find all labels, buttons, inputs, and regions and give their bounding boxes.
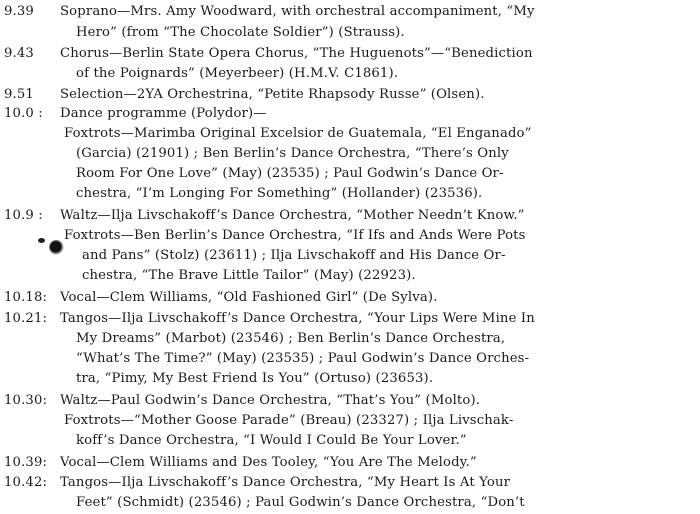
programme-line (0, 85, 700, 105)
programme-line (0, 23, 700, 43)
entry-text: Tangos—Ilja Livschakoff’s Dance Orchestra, “Your Lips Were Mine In (60, 311, 535, 326)
programme-line (0, 64, 700, 84)
programme-line (0, 144, 700, 164)
time-stamp: 10.9 : (4, 208, 43, 223)
time-stamp: 10.39: (4, 455, 48, 470)
programme-line (0, 2, 700, 22)
entry-text: chestra, “I’m Longing For Something” (Hollander) (23536). (76, 186, 483, 201)
programme-line (0, 431, 700, 451)
entry-text: (Garcia) (21901) ; Ben Berlin’s Dance Orchestra, “There’s Only (76, 146, 509, 161)
entry-text: Waltz—Ilja Livschakoff’s Dance Orchestra, “Mother Needn’t Know.” (60, 208, 525, 223)
entry-text: Tangos—Ilja Livschakoff’s Dance Orchestra, “My Heart Is At Your (60, 475, 511, 490)
programme-line (0, 164, 700, 184)
programme-line (0, 391, 700, 411)
time-stamp: 10.30: (4, 393, 48, 408)
programme-line (0, 104, 700, 124)
entry-text: Chorus—Berlin State Opera Chorus, “The Huguenots”—“Benediction (60, 46, 533, 61)
entry-text: and Pans” (Stolz) (23611) ; Ilja Livschakoff and His Dance Or- (82, 248, 506, 263)
programme-line (0, 411, 700, 431)
entry-text: Waltz—Paul Godwin’s Dance Orchestra, “That’s You” (Molto). (60, 393, 481, 408)
ink-blot (49, 240, 64, 255)
programme-line (0, 349, 700, 369)
programme-line (0, 226, 700, 246)
programme-line (0, 44, 700, 64)
entry-text: Foxtrots—Marimba Original Excelsior de Guatemala, “El Enganado” (64, 126, 532, 141)
time-stamp: 9.39 (4, 4, 34, 19)
programme-line (0, 288, 700, 308)
time-stamp: 10.0 : (4, 106, 43, 121)
entry-text: Selection—2YA Orchestrina, “Petite Rhapsody Russe” (Olsen). (60, 87, 485, 102)
entry-text: “What’s The Time?” (May) (23535) ; Paul Godwin’s Dance Orches- (76, 351, 530, 366)
programme-line (0, 473, 700, 493)
entry-text: koff’s Dance Orchestra, “I Would I Could Be Your Lover.” (76, 433, 467, 448)
entry-text: Foxtrots—Ben Berlin’s Dance Orchestra, “If Ifs and Ands Were Pots (64, 228, 526, 243)
ink-speck (38, 238, 45, 243)
entry-text: My Dreams” (Marbot) (23546) ; Ben Berlin’s Dance Orchestra, (76, 331, 506, 346)
programme-line (0, 493, 700, 513)
entry-text: Foxtrots—“Mother Goose Parade” (Breau) (23327) ; Ilja Livschak- (64, 413, 514, 428)
programme-line (0, 184, 700, 204)
time-stamp: 10.18: (4, 290, 48, 305)
programme-line (0, 329, 700, 349)
entry-text: Vocal—Clem Williams, “Old Fashioned Girl” (De Sylva). (60, 290, 438, 305)
entry-text: Room For One Love” (May) (23535) ; Paul Godwin’s Dance Or- (76, 166, 504, 181)
entry-text: Vocal—Clem Williams and Des Tooley, “You Are The Melody.” (60, 455, 477, 470)
programme-line (0, 309, 700, 329)
entry-text: chestra, “The Brave Little Tailor” (May) (22923). (82, 268, 416, 283)
programme-line (0, 124, 700, 144)
programme-line (0, 369, 700, 389)
entry-text: of the Poignards” (Meyerbeer) (H.M.V. C1861). (76, 66, 399, 81)
time-stamp: 10.42: (4, 475, 48, 490)
time-stamp: 10.21: (4, 311, 48, 326)
time-stamp: 9.51 (4, 87, 34, 102)
entry-text: tra, “Pimy, My Best Friend Is You” (Ortuso) (23653). (76, 371, 434, 386)
programme-line (0, 206, 700, 226)
programme-line (0, 453, 700, 473)
entry-text: Soprano—Mrs. Amy Woodward, with orchestral accompaniment, “My (60, 4, 535, 19)
entry-text: Feet” (Schmidt) (23546) ; Paul Godwin’s Dance Orchestra, “Don’t (76, 495, 525, 510)
programme-line (0, 246, 700, 266)
entry-text: Dance programme (Polydor)— (60, 106, 267, 121)
entry-text: Hero” (from “The Chocolate Soldier”) (Strauss). (76, 25, 405, 40)
programme-line (0, 266, 700, 286)
time-stamp: 9.43 (4, 46, 34, 61)
